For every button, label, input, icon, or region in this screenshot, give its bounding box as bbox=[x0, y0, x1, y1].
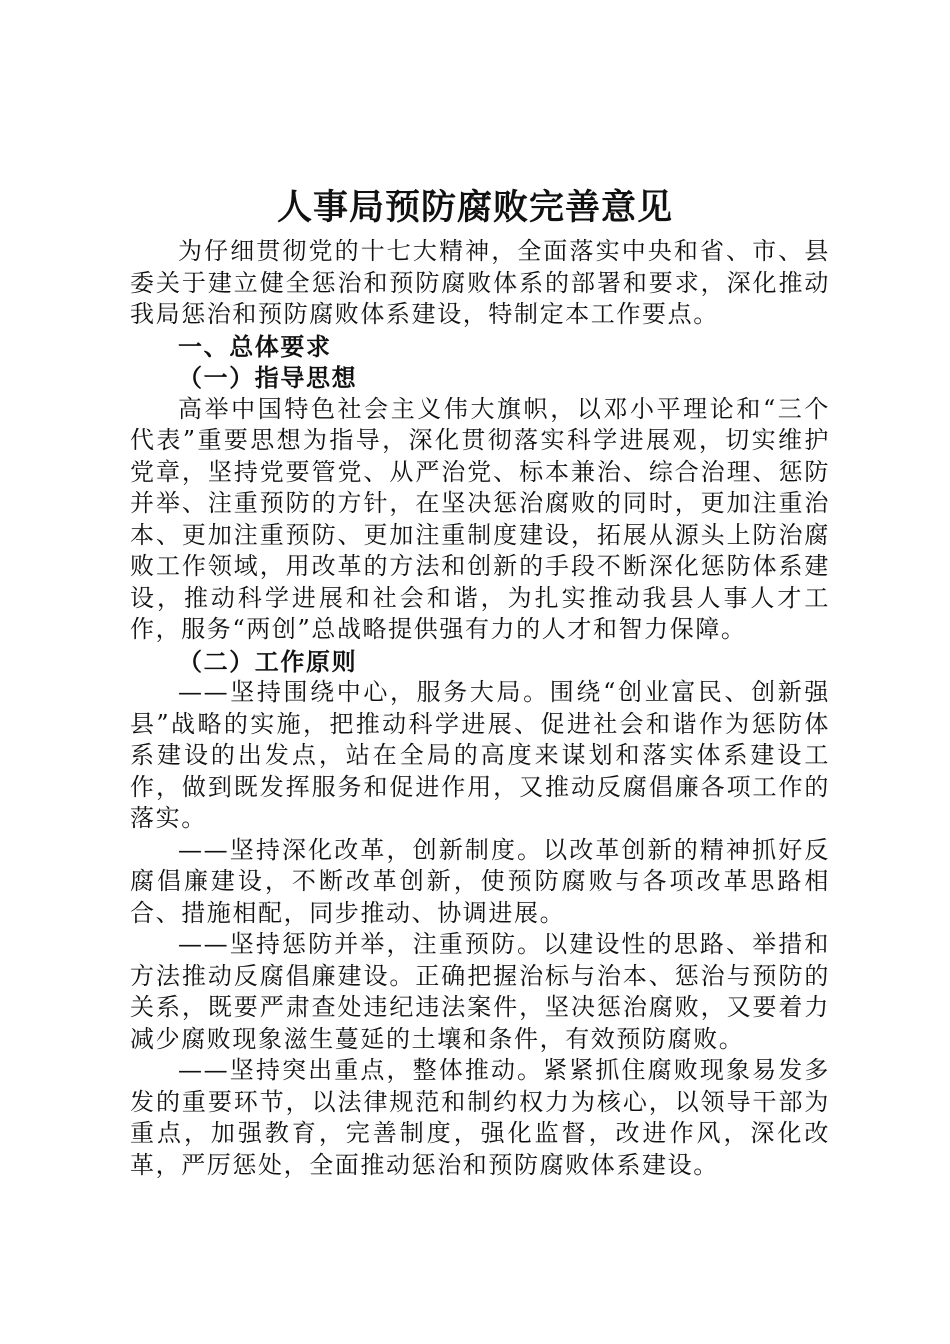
subsection-heading-work-principles: （二）工作原则 bbox=[178, 646, 358, 676]
section-heading-general-requirements: 一、总体要求 bbox=[178, 331, 332, 361]
principle-paragraph: ——坚持围绕中心，服务大局。围绕“创业富民、创新强县”战略的实施，把推动科学进展、促进社会和谐作为惩防体系建设的出发点，站在全局的高度来谋划和落实体系建设工作，做到既发挥服务和促进作用，又推动反腐倡廉各项工作的落实。 bbox=[130, 678, 830, 832]
subsection-heading-guiding-thought: （一）指导思想 bbox=[178, 363, 358, 392]
document-title: 人事局预防腐败完善意见 bbox=[276, 187, 673, 228]
principle-paragraph: ——坚持深化改革，创新制度。以改革创新的精神抓好反腐倡廉建设，不断改革创新，使预防腐败与各项改革思路相合、措施相配，同步推动、协调进展。 bbox=[130, 835, 830, 927]
intro-paragraph: 为仔细贯彻党的十七大精神，全面落实中央和省、市、县委关于建立健全惩治和预防腐败体系的部署和要求，深化推动我局惩治和预防腐败体系建设，特制定本工作要点。 bbox=[130, 237, 830, 328]
guiding-thought-paragraph: 高举中国特色社会主义伟大旗帜，以邓小平理论和“三个代表”重要思想为指导，深化贯彻落实科学进展观，切实维护党章，坚持党要管党、从严治党、标本兼治、综合治理、惩防并举、注重预防的方针，在坚决惩治腐败的同时，更加注重治本、更加注重预防、更加注重制度建设，拓展从源头上防治腐败工作领域，用改革的方法和创新的手段不断深化惩防体系建设，推动科学进展和社会和谐，为扎实推动我县人事人才工作，服务“两创”总战略提供强有力的人才和智力保障。 bbox=[130, 394, 830, 643]
document-body bbox=[130, 236, 830, 1181]
principle-paragraph: ——坚持惩防并举，注重预防。以建设性的思路、举措和方法推动反腐倡廉建设。正确把握治标与治本、惩治与预防的关系，既要严肃查处违纪违法案件，坚决惩治腐败，又要着力减少腐败现象滋生蔓延的土壤和条件，有效预防腐败。 bbox=[130, 930, 830, 1053]
principle-paragraph: ——坚持突出重点，整体推动。紧紧抓住腐败现象易发多发的重要环节，以法律规范和制约权力为核心，以领导干部为重点，加强教育，完善制度，强化监督，改进作风，深化改革，严厉惩处，全面推动惩治和预防腐败体系建设。 bbox=[130, 1056, 830, 1179]
